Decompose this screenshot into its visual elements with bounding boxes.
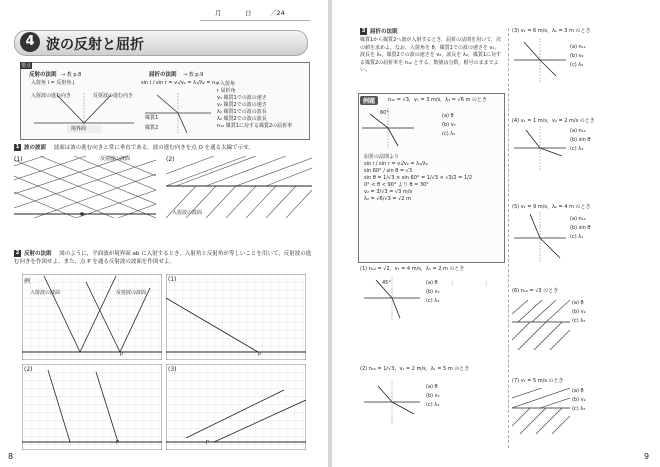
label-reflected-wavefront: 反射波の波面 xyxy=(100,156,131,162)
label-incident-wavefront-2: 入射波の波面 xyxy=(30,290,61,296)
note-1: r 屈折角 xyxy=(217,88,236,94)
problem-1-answer-a: (a) θ xyxy=(426,280,438,286)
problem-1-given: (1) n₁₂ = √2，v₁ = 4 m/s，λ₁ = 2 m のとき xyxy=(360,266,465,272)
section2-number: 2 xyxy=(15,250,20,256)
section3-number: 3 xyxy=(361,28,366,34)
reflection-formula: 入射角 i = 反射角 j xyxy=(31,80,75,86)
problem-7-answer-a: (a) θ xyxy=(572,388,584,394)
chapter-title: 波の反射と屈折 xyxy=(46,37,144,53)
reflection-ref: → 教 p.8 xyxy=(61,72,82,78)
date-day: 日 xyxy=(245,9,252,17)
label-reflected-wavefront-2: 反射波の波面 xyxy=(116,290,147,296)
label-boundary: 境界面 xyxy=(71,126,87,132)
problem-1-answer-b: (b) v₂ xyxy=(426,289,440,295)
solution-line-6: λ₂ = √6/√3 = √2 m xyxy=(364,196,411,202)
note-5: λ₂ 媒質2での波の波長 xyxy=(217,116,267,122)
problem-7-answer-b: (b) v₂ xyxy=(572,397,586,403)
problem-2-diagram xyxy=(364,380,420,424)
page-number-left: 8 xyxy=(8,452,14,461)
problem-6-given: (6) n₁₂ = √3 のとき xyxy=(512,288,559,294)
section2-part2-label: (2) xyxy=(24,366,33,373)
problem-3-given: (3) v₁ = 6 m/s，λ₁ = 3 m のとき xyxy=(512,28,591,34)
problem-5-answer-c: (c) λ₁ xyxy=(570,234,584,240)
label-reflected-direction: 反射波の進む向き xyxy=(93,93,134,99)
section2-text: 図のように，平面波が境界面 ab に入射するとき，入射角と反射角が等しいことを用いて，反射波の進む向きを作図せよ。また，点 P を通る反射波の波面を作図せよ。 xyxy=(14,251,312,265)
problem-7-answer-c: (c) λ₂ xyxy=(572,406,586,412)
section1-text: 波面は波の進む向きと常に垂直である。波の進む向きを点 O を通る太線で示せ。 xyxy=(53,145,254,151)
problem-4-given: (4) v₁ = 1 m/s，v₂ = 2 m/s のとき xyxy=(512,118,595,124)
problem-3-answer-b: (b) v₂ xyxy=(570,53,584,59)
reflection-law-title: 反射の法則 xyxy=(29,72,57,78)
wavefront-panel-2 xyxy=(166,156,312,218)
solution-line-5: v₂ = 3/√3 = √3 m/s xyxy=(364,189,413,195)
example-answer-b: (b) v₂ xyxy=(442,122,456,128)
column-divider xyxy=(508,28,509,448)
solution-line-0: 屈折の法則より xyxy=(364,154,400,160)
problem-5-answer-b: (b) sin θ xyxy=(570,225,591,231)
problem-5-answer-a: (a) n₁₂ xyxy=(570,216,586,222)
note-2: v₁ 媒質1での波の速さ xyxy=(217,95,267,101)
problem-3-diagram xyxy=(514,38,566,82)
point-o-1: O xyxy=(80,212,84,218)
solution-line-1: sin i / sin r = v₁/v₂ = λ₁/λ₂ xyxy=(364,161,428,167)
solution-line-2: sin 60° / sin θ = √3 xyxy=(364,168,413,174)
section2-title: 反射の法則 xyxy=(24,251,52,257)
problem-1-bracket-a: 〔 xyxy=(448,281,454,287)
point-p-1: P xyxy=(258,352,262,358)
section2-part3-label: (3) xyxy=(168,366,177,373)
section2-heading xyxy=(14,250,314,266)
problem-4-answer-b: (b) sin θ xyxy=(570,137,591,143)
label-medium1: 媒質1 xyxy=(145,115,159,121)
problem-1-diagram xyxy=(364,276,420,320)
problem-6-answer-c: (c) λ₂ xyxy=(572,318,586,324)
example-answer-c: (c) λ₂ xyxy=(442,131,456,137)
reflection-grid-3 xyxy=(166,364,306,450)
point-p-3: P xyxy=(206,440,210,446)
section1-heading xyxy=(14,144,314,152)
example-tag: 例題 xyxy=(360,96,378,105)
problem-2-given: (2) n₁₂ = 1/√3，v₁ = 2 m/s，λ₁ = 5 m のとき xyxy=(360,366,470,372)
problem-2-answer-a: (a) θ xyxy=(426,384,438,390)
example-solution xyxy=(364,154,500,203)
problem-4-answer-c: (c) λ₂ xyxy=(570,146,584,152)
point-p-example: P xyxy=(120,352,124,358)
problem-1-bracket-a-close: 〕 xyxy=(485,281,491,287)
summary-tag: 要点 xyxy=(21,63,32,69)
label-medium2: 媒質2 xyxy=(145,125,159,131)
point-p-2: P xyxy=(116,440,120,446)
section1-part2-label: (2) xyxy=(166,156,175,163)
summary-box xyxy=(20,62,310,140)
section3-intro xyxy=(360,28,502,75)
problem-6-diagram xyxy=(512,300,570,350)
section1-title: 波の波面 xyxy=(24,145,47,151)
problem-3-answer-c: (c) λ₂ xyxy=(570,62,584,68)
page-number-right: 9 xyxy=(644,452,650,461)
problem-5-given: (5) v₁ = 9 m/s，λ₂ = 4 m のとき xyxy=(512,204,591,210)
section3-text: 媒質1から媒質2へ波が入射するとき，屈折の法則を用いて，次の値を求めよ。なお，入射角を θ，媒質1での波の速さを v₁，波長を λ₁，媒質2での波の速さを v₂，波長を λ₂，媒質1に対する媒質2の屈折率を n₁₂ とする。数値は分数，根号のままでよい。 xyxy=(360,37,502,73)
solution-line-3: sin θ = 1/√3 × sin 60° = 1/√3 × √3/2 = 1/2 xyxy=(364,175,473,181)
problem-2-answer-c: (c) λ₂ xyxy=(426,402,440,408)
wavefront-panel-1 xyxy=(14,156,156,218)
date-underline xyxy=(200,20,310,21)
refraction-ref: → 教 p.9 xyxy=(183,72,204,78)
label-incident-wavefront: 入射波の波面 xyxy=(172,210,203,216)
reflection-grid-2 xyxy=(22,364,162,450)
problem-2-answer-b: (b) v₂ xyxy=(426,393,440,399)
problem-1-answer-c: (c) λ₂ xyxy=(426,298,440,304)
wavefront-lines-1 xyxy=(14,156,156,218)
left-page xyxy=(0,0,328,467)
note-6: n₁₂ 媒質1に対する媒質2の屈折率 xyxy=(217,123,293,129)
section2-example-label: 例 xyxy=(24,278,31,285)
problem-7-diagram xyxy=(512,388,570,434)
example-answer-a: (a) θ xyxy=(442,113,454,119)
note-0: i 入射角 xyxy=(217,81,235,87)
refraction-law-title: 屈折の法則 xyxy=(149,72,177,78)
problem-4-answer-a: (a) n₁₂ xyxy=(570,128,586,134)
chapter-number: 4 xyxy=(20,32,40,52)
wavefront-lines-2 xyxy=(166,156,312,218)
label-incident-direction: 入射波の進む向き xyxy=(31,93,72,99)
problem-6-answer-b: (b) v₂ xyxy=(572,309,586,315)
refraction-formula: sin i / sin r = v₁/v₂ = λ₁/λ₂ = n₁₂ xyxy=(141,80,220,86)
example-angle: 60° xyxy=(380,110,389,116)
reflection-grid-1 xyxy=(166,274,306,360)
problem-3-answer-a: (a) n₁₂ xyxy=(570,44,586,50)
section3-title: 屈折の法則 xyxy=(370,29,398,35)
example-given: n₁₂ = √3，v₁ = 3 m/s，λ₁ = √6 m のとき xyxy=(388,97,487,103)
problem-7-given: (7) v₁ = 5 m/s のとき xyxy=(512,378,564,384)
note-3: v₂ 媒質2での波の速さ xyxy=(217,102,267,108)
problem-1-angle: 45° xyxy=(382,280,391,286)
problem-6-answer-a: (a) θ xyxy=(572,300,584,306)
solution-line-4: 0° < θ < 90° より θ = 30° xyxy=(364,182,429,188)
problem-4-diagram xyxy=(514,126,566,170)
problem-5-diagram xyxy=(514,212,566,262)
section1-part1-label: (1) xyxy=(14,156,23,163)
date-month: 月 xyxy=(215,9,222,17)
note-4: λ₁ 媒質1での波の波長 xyxy=(217,109,267,115)
date-total: ／24 xyxy=(270,9,285,17)
reflection-grid-example xyxy=(22,274,162,360)
section1-number: 1 xyxy=(15,144,20,150)
section2-part1-label: (1) xyxy=(168,276,177,283)
